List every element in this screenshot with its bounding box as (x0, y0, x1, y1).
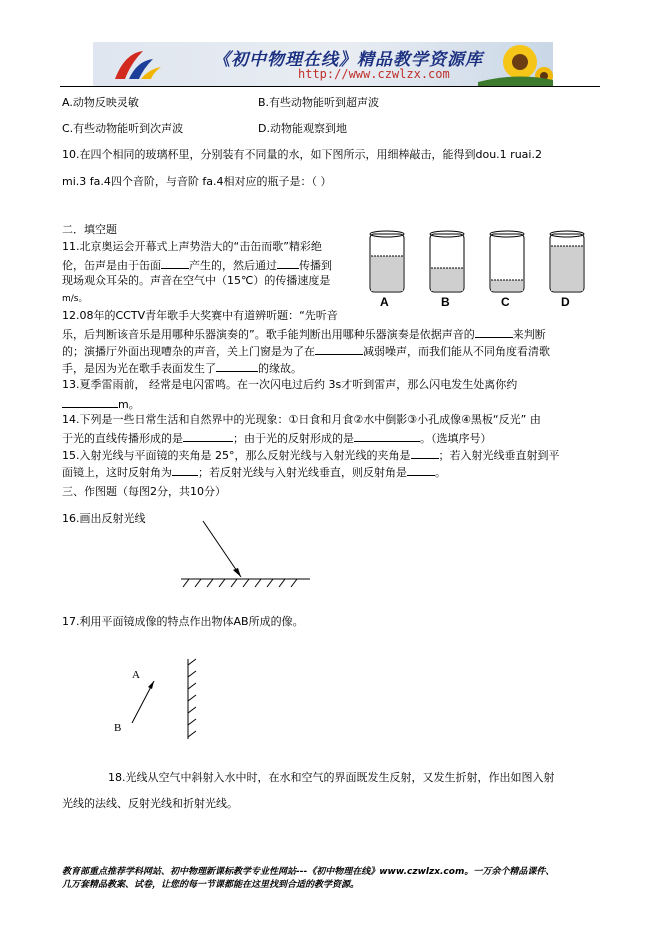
banner-url[interactable]: http://www.czwlzx.com (298, 67, 450, 81)
cups-figure (360, 228, 600, 308)
cup-label-c: C (501, 295, 510, 308)
q12-line1: 12.08年的CCTV青年歌手大奖赛中有道辨听题：“先听音 (62, 309, 338, 322)
header-banner (93, 42, 553, 86)
q10-line1: 10.在四个相同的玻璃杯里，分别装有不同量的水，如下图所示，用细棒敲击，能得到dou.1 ruai.2 (62, 148, 542, 161)
q13-line1: 13.夏季雷雨前， 经常是电闪雷鸣。在一次闪电过后约 3s才听到雷声，那么闪电发生处离你约 (62, 378, 518, 391)
q10-line2: mi.3 fa.4四个音阶，与音阶 fa.4相对应的瓶子是：（ ） (62, 175, 332, 188)
cup-label-d: D (561, 295, 570, 308)
q12-line4: 手，是因为光在歌手表面发生了 的缘故。 (62, 362, 302, 375)
q9-option-a: A.动物反映灵敏 (62, 96, 139, 109)
q14-line1: 14.下列是一些日常生活和自然界中的光现象：①日食和月食②水中倒影③小孔成像④黑板“反光” 由 (62, 413, 541, 426)
q11-line1: 11.北京奥运会开幕式上声势浩大的“击缶而歌”精彩绝 (62, 240, 322, 253)
q12-line2: 乐，后判断该音乐是用哪种乐器演奏的”。歌手能判断出用哪种乐器演奏是依据声音的 来判断 (62, 328, 546, 341)
answer-blank[interactable] (315, 343, 363, 355)
q13-line2: m。 (62, 396, 140, 412)
q11-line3: 现场观众耳朵的。声音在空气中（15℃）的传播速度是 (62, 274, 331, 287)
answer-blank[interactable] (475, 326, 513, 338)
q17-label-b: B (114, 722, 122, 734)
q9-option-d: D.动物能观察到地 (258, 122, 347, 135)
answer-blank[interactable] (161, 257, 189, 269)
q9-option-b: B.有些动物能听到超声波 (258, 96, 380, 109)
q17-label-a: A (132, 669, 140, 681)
q18-line1: 18.光线从空气中斜射入水中时，在水和空气的界面既发生反射，又发生折射，作出如图入射 (108, 771, 555, 784)
incident-arrow-icon (233, 568, 241, 577)
q12-line3: 的；演播厅外面出现嘈杂的声音，关上门窗是为了在 减弱噪声，而我们能从不同角度看清歌 (62, 345, 550, 358)
answer-blank[interactable] (183, 430, 233, 442)
footer-line2: 几万套精品教案、试卷，让您的每一节课都能在这里找到合适的教学资源。 (62, 880, 360, 890)
answer-blank[interactable] (354, 430, 420, 442)
q14-line2: 于光的直线传播形成的是 ；由于光的反射形成的是 。（选填序号） (62, 432, 492, 445)
q15-line1: 15.入射光线与平面镜的夹角是 25°，那么反射光线与入射光线的夹角是 ；若入射光线垂直射到平 (62, 449, 560, 462)
q16-mirror-figure (175, 515, 320, 590)
header-rule (60, 86, 600, 87)
section-2-title: 二．填空题 (62, 223, 117, 236)
answer-blank[interactable] (62, 396, 118, 408)
object-arrow-icon (148, 681, 154, 689)
cup-label-b: B (441, 295, 450, 308)
banner-title: 《初中物理在线》精品教学资源库 (213, 50, 483, 70)
answer-blank[interactable] (216, 360, 258, 372)
answer-blank[interactable] (172, 464, 198, 476)
answer-blank[interactable] (411, 447, 439, 459)
q16-text: 16.画出反射光线 (62, 512, 146, 525)
section-3-title: 三、作图题（每图2分，共10分） (62, 485, 226, 498)
q17-mirror-figure (110, 655, 210, 745)
footer-line1: 教育部重点推荐学科网站、初中物理新课标教学专业性网站---《初中物理在线》www.czwlzx.com。一万余个精品课件、 (62, 867, 555, 877)
answer-blank[interactable] (407, 464, 435, 476)
q18-line2: 光线的法线、反射光线和折射光线。 (62, 797, 238, 810)
cup-label-a: A (380, 295, 389, 308)
logo-icon (105, 45, 175, 85)
q15-line2: 面镜上，这时反射角为 ；若反射光线与入射光线垂直，则反射角是 。 (62, 466, 446, 479)
q11-line2: 伦，缶声是由于缶面 产生的，然后通过 传播到 (62, 259, 332, 272)
q17-text: 17.利用平面镜成像的特点作出物体AB所成的像。 (62, 615, 304, 628)
answer-blank[interactable] (277, 257, 299, 269)
q9-option-c: C.有些动物能听到次声波 (62, 122, 184, 135)
sunflower-icon (478, 42, 553, 86)
q11-line4: m/s。 (62, 294, 88, 304)
